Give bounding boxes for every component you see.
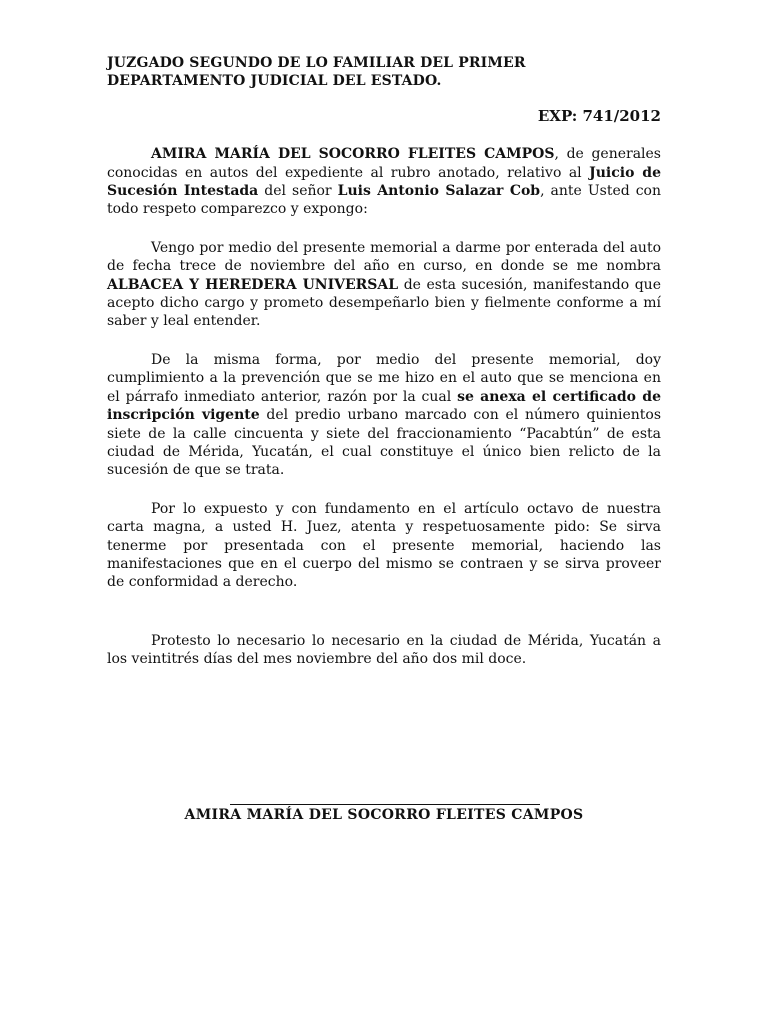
p1-text-1: , de generales conocidas en autos del expediente al rubro anotado, relativo al	[107, 146, 661, 181]
court-heading: JUZGADO SEGUNDO DE LO FAMILIAR DEL PRIMER DEPARTAMENTO JUDICIAL DEL ESTADO.	[107, 55, 526, 90]
appointment-title: ALBACEA Y HEREDERA UNIVERSAL	[107, 276, 399, 293]
paragraph-protest: Protesto lo necesario lo necesario en la ciudad de Mérida, Yucatán a los veintitrés días del mes noviembre del año dos mil doce.	[107, 632, 661, 668]
p3-text-1: De la misma forma, por medio del presente memorial, doy cumplimiento a la prevención que se me hizo en el auto que se menciona en el párrafo inmediato anterior, razón por la cual	[107, 351, 661, 405]
file-number: EXP: 741/2012	[537, 106, 661, 125]
p1-text-3: , ante Usted con todo respeto comparezco y expongo:	[107, 183, 661, 218]
p2-text-1: Vengo por medio del presente memorial a darme por enterada del auto de fecha trece de noviembre del año en curso, en donde se me nombra	[107, 239, 661, 275]
document-body	[107, 54, 661, 669]
petitioner-name: AMIRA MARÍA DEL SOCORRO FLEITES CAMPOS	[151, 146, 555, 163]
signatory-name: AMIRA MARÍA DEL SOCORRO FLEITES CAMPOS	[184, 807, 584, 823]
deceased-name: Luis Antonio Salazar Cob	[337, 183, 541, 200]
p3-text-2: del predio urbano marcado con el número quinientos siete de la calle cincuenta y siete del fraccionamiento “Pacabtún” de esta ciudad de Mérida, Yucatán, el cual constituye el único bien relicto de la sucesión de que se trata.	[107, 407, 661, 479]
signature-line	[230, 804, 540, 805]
paragraph-acceptance	[107, 239, 661, 331]
paragraph-certificate	[107, 351, 661, 480]
certificate-note: se anexa el certificado de inscripción vigente	[107, 388, 661, 424]
p2-text-2: de esta sucesión, manifestando que acepto dicho cargo y prometo desempeñarlo bien y fielmente conforme a mí saber y leal entender.	[107, 276, 661, 330]
paragraph-appearance	[107, 145, 661, 219]
p1-text-2: del señor	[258, 183, 338, 200]
paragraph-request: Por lo expuesto y con fundamento en el artículo octavo de nuestra carta magna, a usted H. Juez, atenta y respetuosamente pido: Se sirva tenerme por presentada con el presente memorial, haciendo las manifestaciones que en el cuerpo del mismo se contraen y se sirva proveer de conformidad a derecho.	[107, 500, 661, 591]
case-type: Juicio de Sucesión Intestada	[107, 164, 662, 200]
